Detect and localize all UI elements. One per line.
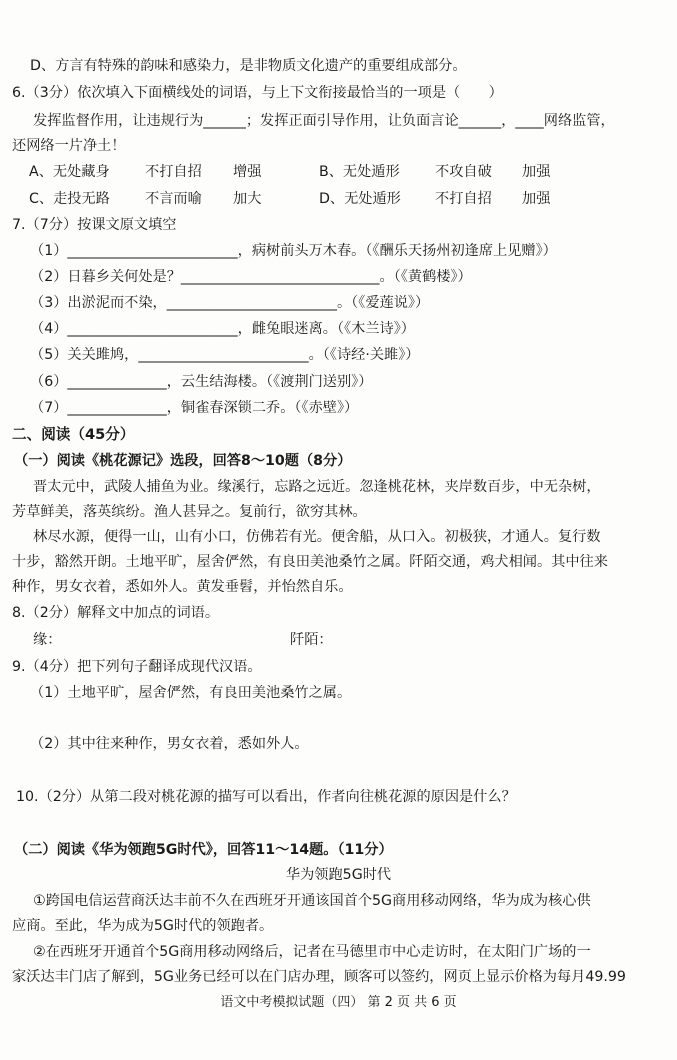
passage-1-para-2a: 林尽水源，便得一山，山有小口，仿佛若有光。便舍船，从口入。初极狭，才通人。复行数 <box>33 529 601 545</box>
question-8-term-2: 阡陌： <box>290 632 333 648</box>
question-7: 7.（7分）按课文原文填空 <box>12 217 177 233</box>
option-c-2: 不言而喻 <box>145 191 202 207</box>
question-7-item-3: （3）出淤泥而不染，________________________。（《爱莲说》） <box>30 295 430 311</box>
option-d-2: 不打自招 <box>435 191 492 207</box>
section-2-part-2-heading: （二）阅读《华为领跑5G时代》，回答11～14题。（11分） <box>14 842 393 858</box>
question-9: 9.（4分）把下列句子翻译成现代汉语。 <box>12 659 262 675</box>
option-a-1: A、无处藏身 <box>29 164 110 180</box>
option-a-3: 增强 <box>233 164 262 180</box>
option-c-3: 加大 <box>233 191 262 207</box>
option-d-3: 加强 <box>522 191 551 207</box>
option-b-2: 不攻自破 <box>435 164 492 180</box>
question-9-item-1: （1）土地平旷，屋舍俨然，有良田美池桑竹之属。 <box>30 685 352 701</box>
article-para-2b: 家沃达丰门店了解到，5G业务已经可以在门店办理，顾客可以签约，网页上显示价格为每月49.99 <box>12 969 626 985</box>
section-2-part-1-heading: （一）阅读《桃花源记》选段，回答8～10题（8分） <box>14 453 352 469</box>
option-d-prev-question: D、方言有特殊的韵味和感染力，是非物质文化遗产的重要组成部分。 <box>30 58 467 74</box>
option-b-3: 加强 <box>522 164 551 180</box>
article-para-2a: ②在西班牙开通首个5G商用移动网络后，记者在马德里市中心走访时，在太阳门广场的一 <box>33 944 591 960</box>
article-para-1b: 应商。至此，华为成为5G时代的领跑者。 <box>12 918 274 934</box>
passage-1-para-2b: 十步，豁然开朗。土地平旷，屋舍俨然，有良田美池桑竹之属。阡陌交通，鸡犬相闻。其中往来 <box>12 554 608 570</box>
question-6: 6.（3分）依次填入下面横线处的词语，与上下文衔接最恰当的一项是（ ） <box>12 85 503 101</box>
page-footer: 语文中考模拟试题（四） 第 2 页 共 6 页 <box>220 995 457 1010</box>
question-7-item-6: （6）______________，云生结海楼。（《渡荆门送别》） <box>30 374 373 390</box>
question-6-text: 发挥监督作用，让违规行为______；发挥正面引导作用，让负面言论______，____网络监管， <box>33 113 615 129</box>
question-7-item-7: （7）______________，铜雀春深锁二乔。（《赤壁》） <box>30 400 359 416</box>
option-d-1: D、无处遁形 <box>319 191 401 207</box>
passage-1-para-2c: 种作，男女衣着，悉如外人。黄发垂髫，并怡然自乐。 <box>12 579 353 595</box>
question-6-text-cont: 还网络一片净土！ <box>12 138 126 154</box>
option-a-2: 不打自招 <box>145 164 202 180</box>
question-8-term-1: 缘： <box>33 632 62 648</box>
question-7-item-5: （5）关关雎鸠，________________________。（《诗经·关雎》） <box>30 347 420 363</box>
question-7-item-2: （2）日暮乡关何处是？____________________________。（《黄鹤楼》） <box>30 269 472 285</box>
question-8: 8.（2分）解释文中加点的词语。 <box>12 605 220 621</box>
article-para-1a: ①跨国电信运营商沃达丰前不久在西班牙开通该国首个5G商用移动网络，华为成为核心供 <box>33 893 591 909</box>
passage-1-para-1a: 晋太元中，武陵人捕鱼为业。缘溪行，忘路之远近。忽逢桃花林，夹岸数百步，中无杂树， <box>33 479 601 495</box>
passage-1-para-1b: 芳草鲜美，落英缤纷。渔人甚异之。复前行，欲穷其林。 <box>12 504 367 520</box>
option-c-1: C、走投无路 <box>29 191 110 207</box>
question-10: 10.（2分）从第二段对桃花源的描写可以看出，作者向往桃花源的原因是什么？ <box>16 789 516 805</box>
question-7-item-4: （4）________________________，雌兔眼迷离。（《木兰诗》） <box>30 321 415 337</box>
question-7-item-1: （1）________________________，病树前头万木春。（《酬乐天扬州初逢席上见赠》） <box>30 243 557 259</box>
section-2-heading: 二、阅读（45分） <box>12 426 135 443</box>
option-b-1: B、无处遁形 <box>319 164 400 180</box>
article-title: 华为领跑5G时代 <box>285 867 392 883</box>
question-9-item-2: （2）其中往来种作，男女衣着，悉如外人。 <box>30 736 309 752</box>
